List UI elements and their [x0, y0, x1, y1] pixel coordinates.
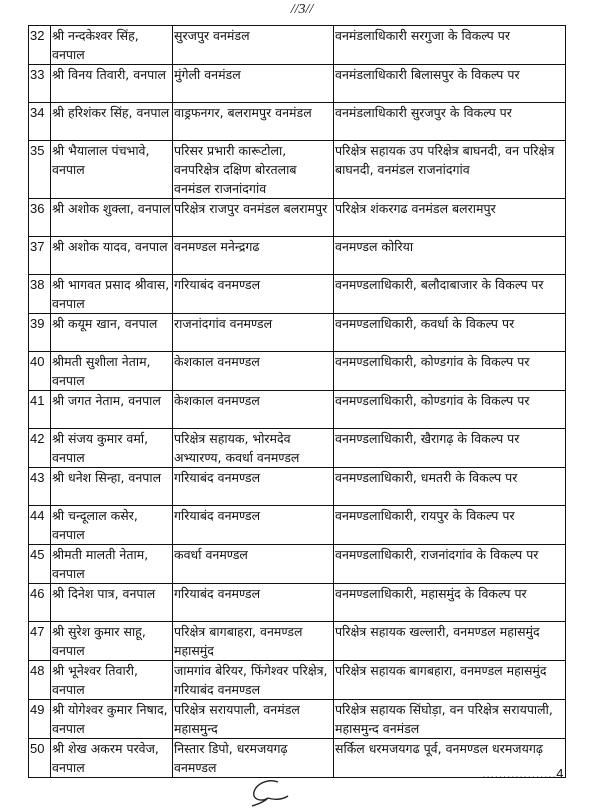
- new-posting-cell: वनमण्डलाधिकारी, महासमुंद के विकल्प पर: [334, 584, 566, 622]
- serial-number-cell: 33: [29, 65, 51, 103]
- new-posting-cell: वनमण्डलाधिकारी, खैरागढ़ के विकल्प पर: [334, 429, 566, 468]
- table-row: [29, 103, 566, 141]
- new-posting-cell: वनमण्डलाधिकारी, कवर्धा के विकल्प पर: [334, 314, 566, 352]
- employee-name-cell: श्री योगेश्वर कुमार निषाद, वनपाल: [51, 700, 173, 739]
- new-posting-cell: परिक्षेत्र शंकरगढ वनमंडल बलरामपुर: [334, 199, 566, 237]
- current-posting-cell: केशकाल वनमण्डल: [173, 391, 334, 429]
- new-posting-cell: वनमण्डलाधिकारी, कोण्डगांव के विकल्प पर: [334, 391, 566, 429]
- new-posting-cell: वनमंडलाधिकारी सरगुजा के विकल्प पर: [334, 26, 566, 65]
- table-row: [29, 237, 566, 275]
- table-row: [29, 622, 566, 661]
- current-posting-cell: गरियाबंद वनमण्डल: [173, 506, 334, 545]
- current-posting-cell: गरियाबंद वनमण्डल: [173, 468, 334, 506]
- table-row: [29, 26, 566, 65]
- employee-name-cell: श्री शेख अकरम परवेज, वनपाल: [51, 739, 173, 778]
- new-posting-cell: वनमण्डलाधिकारी, बलौदाबाजार के विकल्प पर: [334, 275, 566, 314]
- employee-name-cell: श्री विनय तिवारी, वनपाल: [51, 65, 173, 103]
- current-posting-cell: वाड्रफनगर, बलरामपुर वनमंडल: [173, 103, 334, 141]
- transfer-table: [28, 25, 566, 778]
- serial-number-cell: 50: [29, 739, 51, 778]
- employee-name-cell: श्री भूनेश्वर तिवारी, वनपाल: [51, 661, 173, 700]
- serial-number-cell: 44: [29, 506, 51, 545]
- table-row: [29, 661, 566, 700]
- serial-number-cell: 40: [29, 352, 51, 391]
- employee-name-cell: श्री अशोक यादव, वनपाल: [51, 237, 173, 275]
- new-posting-cell: परिक्षेत्र सहायक खल्लारी, वनमण्डल महासमुंद: [334, 622, 566, 661]
- table-row: [29, 429, 566, 468]
- table-row: [29, 468, 566, 506]
- continuation-marker: ..................4: [482, 766, 564, 781]
- serial-number-cell: 41: [29, 391, 51, 429]
- serial-number-cell: 35: [29, 141, 51, 199]
- employee-name-cell: श्री धनेश सिन्हा, वनपाल: [51, 468, 173, 506]
- employee-name-cell: श्री हरिशंकर सिंह, वनपाल: [51, 103, 173, 141]
- new-posting-cell: परिक्षेत्र सहायक बागबहारा, वनमण्डल महासमुंद: [334, 661, 566, 700]
- employee-name-cell: श्रीमती सुशीला नेताम, वनपाल: [51, 352, 173, 391]
- serial-number-cell: 46: [29, 584, 51, 622]
- serial-number-cell: 48: [29, 661, 51, 700]
- current-posting-cell: वनमण्डल मनेन्द्रगढ: [173, 237, 334, 275]
- employee-name-cell: श्री जगत नेताम, वनपाल: [51, 391, 173, 429]
- table-row: [29, 584, 566, 622]
- serial-number-cell: 47: [29, 622, 51, 661]
- new-posting-cell: वनमण्डलाधिकारी, धमतरी के विकल्प पर: [334, 468, 566, 506]
- employee-name-cell: श्री चन्दूलाल कसेर, वनपाल: [51, 506, 173, 545]
- current-posting-cell: परिक्षेत्र राजपुर वनमंडल बलरामपुर: [173, 199, 334, 237]
- current-posting-cell: राजनांदगांव वनमण्डल: [173, 314, 334, 352]
- new-posting-cell: वनमण्डलाधिकारी, कोण्डगांव के विकल्प पर: [334, 352, 566, 391]
- serial-number-cell: 49: [29, 700, 51, 739]
- current-posting-cell: गरियाबंद वनमण्डल: [173, 275, 334, 314]
- table-row: [29, 275, 566, 314]
- serial-number-cell: 37: [29, 237, 51, 275]
- employee-name-cell: श्रीमती मालती नेताम, वनपाल: [51, 545, 173, 584]
- new-posting-cell: परिक्षेत्र सहायक सिंघोड़ा, वन परिक्षेत्र सरायपाली, महासमुन्द वनमंडल: [334, 700, 566, 739]
- serial-number-cell: 39: [29, 314, 51, 352]
- employee-name-cell: श्री भागवत प्रसाद श्रीवास, वनपाल: [51, 275, 173, 314]
- employee-name-cell: श्री भैयालाल पंचभावे, वनपाल: [51, 141, 173, 199]
- employee-name-cell: श्री अशोक शुक्ला, वनपाल: [51, 199, 173, 237]
- current-posting-cell: परिक्षेत्र सरायपाली, वनमंडल महासमुन्द: [173, 700, 334, 739]
- new-posting-cell: परिक्षेत्र सहायक उप परिक्षेत्र बाघनदी, वन परिक्षेत्र बाघनदी, वनमंडल राजनांदगांव: [334, 141, 566, 199]
- employee-name-cell: श्री सुरेश कुमार साहू, वनपाल: [51, 622, 173, 661]
- serial-number-cell: 43: [29, 468, 51, 506]
- serial-number-cell: 45: [29, 545, 51, 584]
- employee-name-cell: श्री दिनेश पात्र, वनपाल: [51, 584, 173, 622]
- serial-number-cell: 36: [29, 199, 51, 237]
- new-posting-cell: वनमण्डल कोरिया: [334, 237, 566, 275]
- table-row: [29, 700, 566, 739]
- table-row: [29, 391, 566, 429]
- new-posting-cell: वनमण्डलाधिकारी, रायपुर के विकल्प पर: [334, 506, 566, 545]
- new-posting-cell: वनमंडलाधिकारी सुरजपुर के विकल्प पर: [334, 103, 566, 141]
- current-posting-cell: सुरजपुर वनमंडल: [173, 26, 334, 65]
- current-posting-cell: निस्तार डिपो, धरमजयगढ़ वनमण्डल: [173, 739, 334, 778]
- new-posting-cell: सर्किल धरमजयगढ पूर्व, वनमण्डल धरमजयगढ़: [334, 739, 566, 778]
- page-number-marker: //3//: [290, 2, 314, 17]
- current-posting-cell: मुंगेली वनमंडल: [173, 65, 334, 103]
- serial-number-cell: 32: [29, 26, 51, 65]
- table-row: [29, 199, 566, 237]
- current-posting-cell: परिसर प्रभारी कारूटोला, वनपरिक्षेत्र दक्षिण बोरतलाब वनमंडल राजनांदगांव: [173, 141, 334, 199]
- table-row: [29, 545, 566, 584]
- table-body: [29, 26, 566, 778]
- current-posting-cell: जामगांव बेरियर, फिंगेश्वर परिक्षेत्र, गरियाबंद वनमण्डल: [173, 661, 334, 700]
- current-posting-cell: कवर्धा वनमण्डल: [173, 545, 334, 584]
- table-row: [29, 352, 566, 391]
- table-row: [29, 65, 566, 103]
- new-posting-cell: वनमंडलाधिकारी बिलासपुर के विकल्प पर: [334, 65, 566, 103]
- serial-number-cell: 38: [29, 275, 51, 314]
- current-posting-cell: गरियाबंद वनमण्डल: [173, 584, 334, 622]
- signature: [238, 778, 298, 808]
- serial-number-cell: 42: [29, 429, 51, 468]
- current-posting-cell: परिक्षेत्र सहायक, भोरमदेव अभ्यारण्य, कवर्धा वनमण्डल: [173, 429, 334, 468]
- employee-name-cell: श्री संजय कुमार वर्मा, वनपाल: [51, 429, 173, 468]
- employee-name-cell: श्री कयूम खान, वनपाल: [51, 314, 173, 352]
- table-row: [29, 314, 566, 352]
- serial-number-cell: 34: [29, 103, 51, 141]
- current-posting-cell: केशकाल वनमण्डल: [173, 352, 334, 391]
- table-row: [29, 506, 566, 545]
- new-posting-cell: वनमण्डलाधिकारी, राजनांदगांव के विकल्प पर: [334, 545, 566, 584]
- employee-name-cell: श्री नन्दकेश्वर सिंह, वनपाल: [51, 26, 173, 65]
- table-row: [29, 141, 566, 199]
- current-posting-cell: परिक्षेत्र बागबाहरा, वनमण्डल महासमुंद: [173, 622, 334, 661]
